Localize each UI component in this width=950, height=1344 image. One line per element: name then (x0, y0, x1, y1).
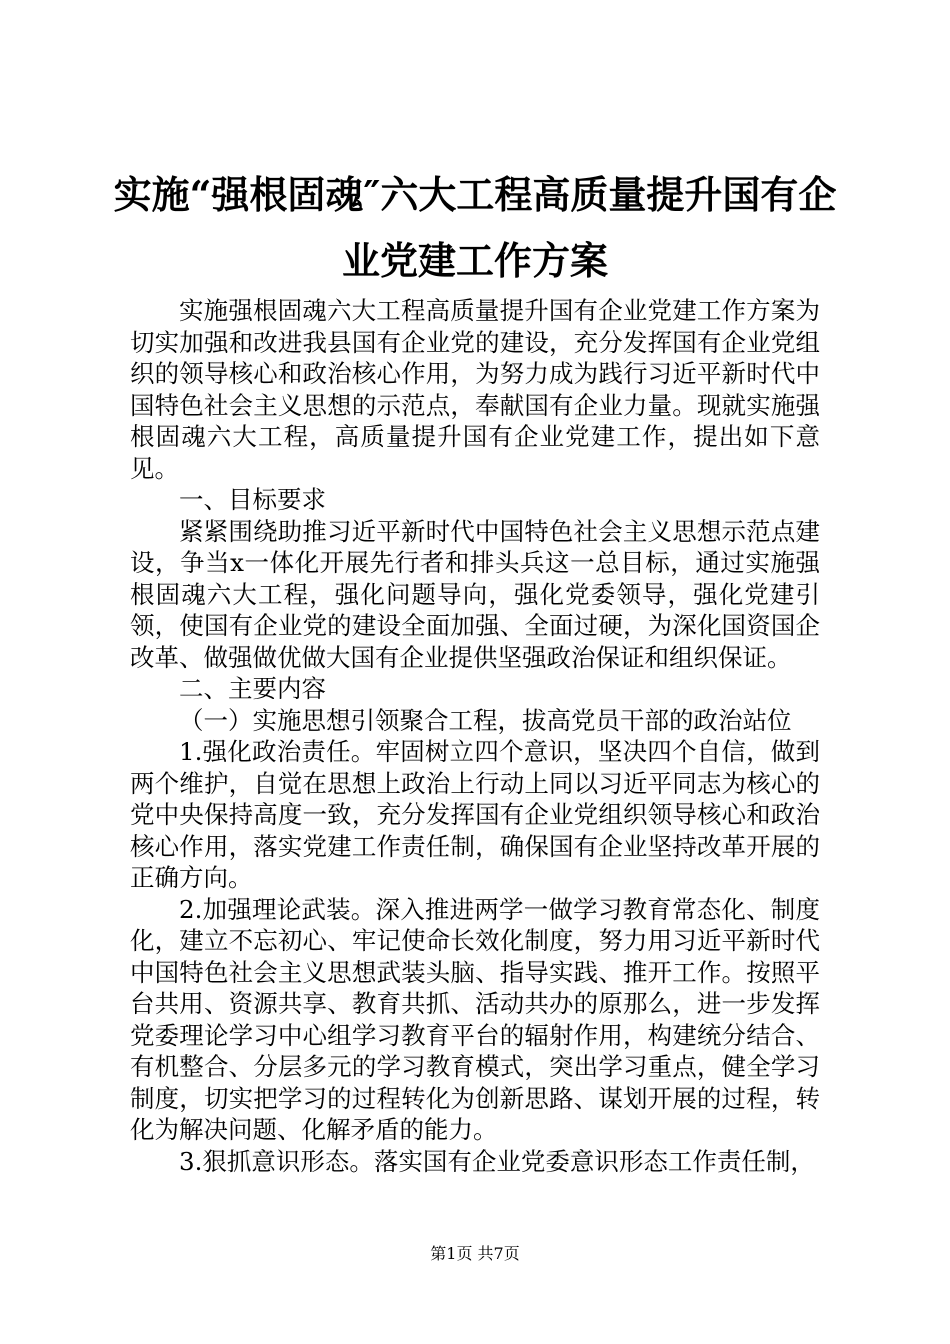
item-1-paragraph: 1.强化政治责任。牢固树立四个意识，坚决四个自信，做到两个维护，自觉在思想上政治上行动上同以习近平同志为核心的党中央保持高度一致，充分发挥国有企业党组织领导核心和政治核心作用，落实党建工作责任制，确保国有企业坚持改革开展的正确方向。 (130, 737, 820, 892)
intro-paragraph: 实施强根固魂六大工程高质量提升国有企业党建工作方案为切实加强和改进我县国有企业党的建设，充分发挥国有企业党组织的领导核心和政治核心作用，为努力成为践行习近平新时代中国特色社会主义思想的示范点，奉献国有企业力量。现就实施强根固魂六大工程，高质量提升国有企业党建工作，提出如下意见。 (130, 296, 820, 483)
item-3-paragraph: 3.狠抓意识形态。落实国有企业党委意识形态工作责任制， (179, 1146, 815, 1176)
section-heading-content: 二、主要内容 (179, 674, 326, 703)
page-footer: 第1页 共7页 (430, 1244, 520, 1263)
goals-paragraph: 紧紧围绕助推习近平新时代中国特色社会主义思想示范点建设，争当x一体化开展先行者和排头兵这一总目标，通过实施强根固魂六大工程，强化问题导向，强化党委领导，强化党建引领，使国有企业党的建设全面加强、全面过硬，为深化国资国企改革、做强做优做大国有企业提供坚强政治保证和组织保证。 (130, 516, 820, 672)
item-2-paragraph: 2.加强理论武装。深入推进两学一做学习教育常态化、制度化，建立不忘初心、牢记使命长效化制度，努力用习近平新时代中国特色社会主义思想武装头脑、指导实践、推开工作。按照平台共用、资源共享、教育共抓、活动共办的原那么，进一步发挥党委理论学习中心组学习教育平台的辐射作用，构建统分结合、有机整合、分层多元的学习教育模式，突出学习重点，健全学习制度，切实把学习的过程转化为创新思路、谋划开展的过程，转化为解决问题、化解矛盾的能力。 (130, 894, 820, 1144)
document-body (130, 295, 820, 1177)
section-heading-goals: 一、目标要求 (179, 485, 326, 514)
document-title: 实施“强根固魂″六大工程高质量提升国有企业党建工作方案 (113, 172, 837, 283)
subsection-heading-1: （一）实施思想引领聚合工程，拔高党员干部的政治站位 (179, 705, 792, 735)
